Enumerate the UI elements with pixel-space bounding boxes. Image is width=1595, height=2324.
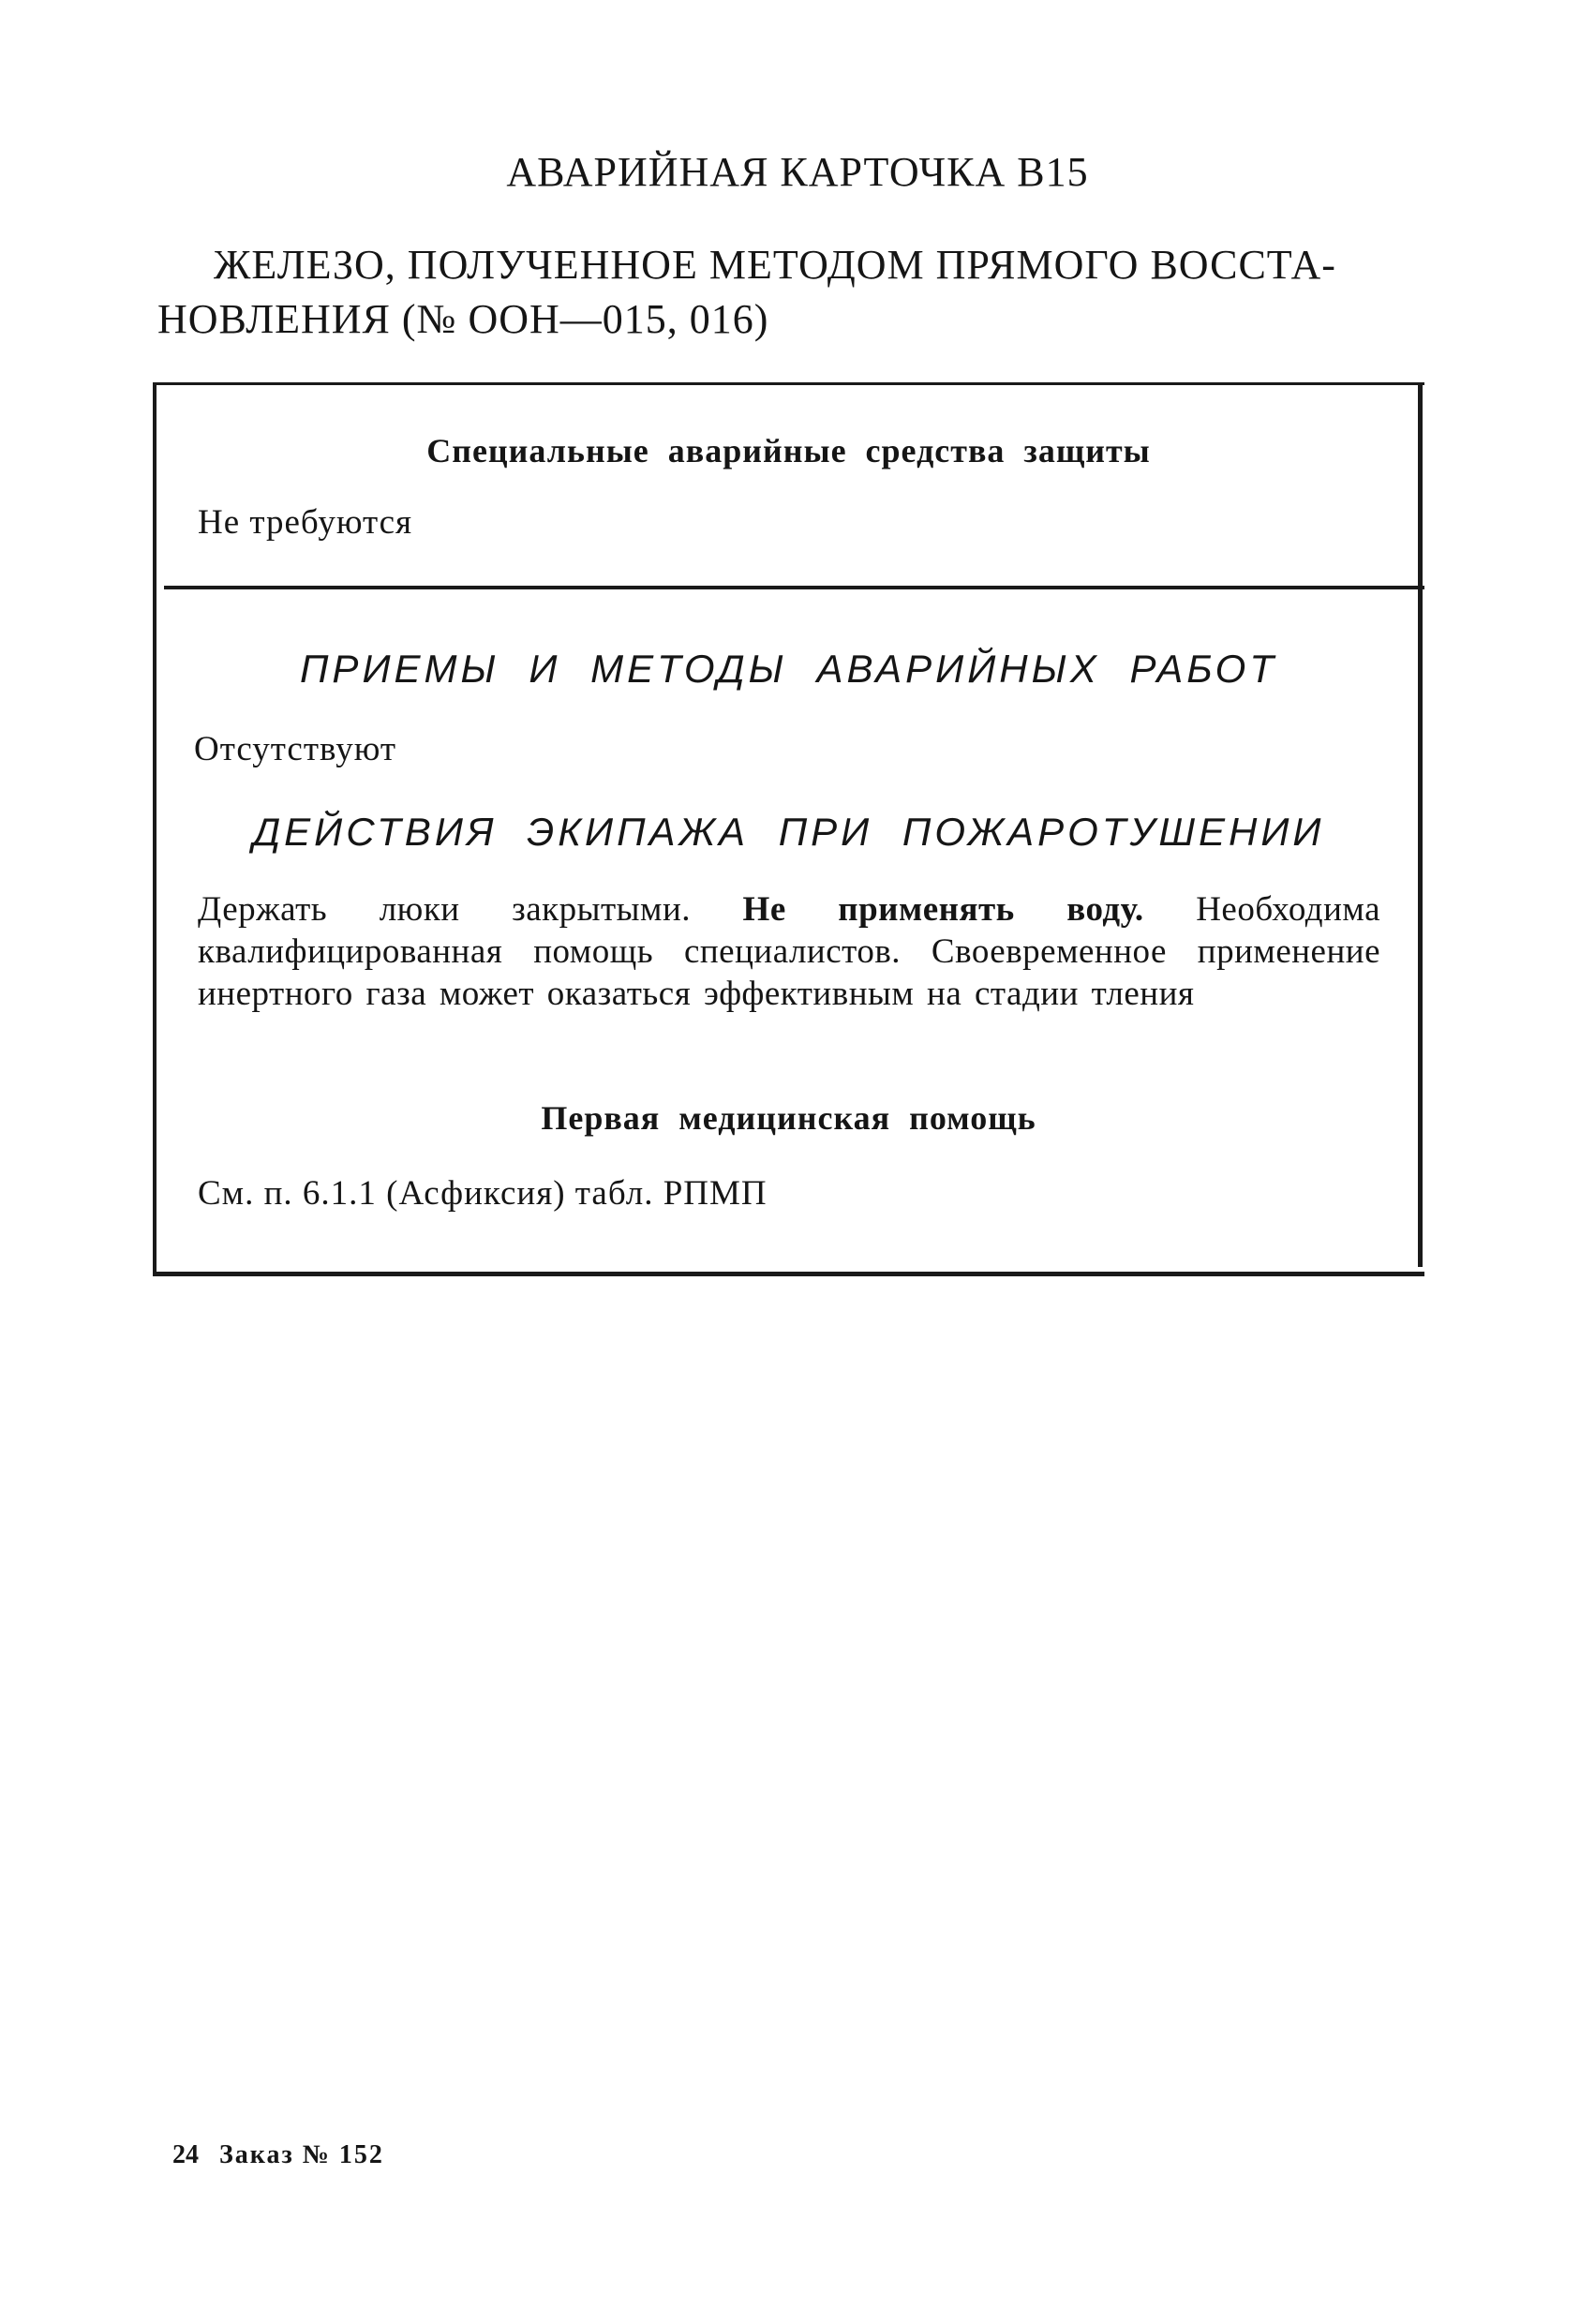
substance-name-line-2: НОВЛЕНИЯ (№ ООН—015, 016) — [157, 296, 769, 342]
protection-text: Не требуются — [198, 503, 413, 542]
page-number: 24 — [172, 2140, 199, 2169]
protection-heading: Специальные аварийные средства защиты — [426, 432, 1151, 469]
firefighting-heading: ДЕЙСТВИЯ ЭКИПАЖА ПРИ ПОЖАРОТУШЕНИИ — [252, 810, 1325, 854]
box-divider-rule — [164, 586, 1424, 589]
page-footer — [172, 2140, 384, 2170]
emergency-info-box — [153, 382, 1424, 1274]
firefighting-text-part-1: Держать люки закрытыми. — [198, 890, 743, 929]
card-title: АВАРИЙНАЯ КАРТОЧКА В15 — [506, 149, 1089, 195]
substance-name-line-1: ЖЕЛЕЗО, ПОЛУЧЕННОЕ МЕТОДОМ ПРЯМОГО ВОССТА- — [214, 242, 1336, 288]
print-order: Заказ № 152 — [219, 2140, 384, 2169]
first-aid-heading: Первая медицинская помощь — [541, 1099, 1036, 1137]
firefighting-text — [198, 888, 1380, 1015]
methods-text: Отсутствуют — [194, 730, 397, 768]
box-top-rule — [153, 382, 1424, 385]
firefighting-text-bold: Не применять воду. — [742, 890, 1144, 929]
substance-name — [157, 238, 1451, 347]
firefighting-text-part-2: Необходима квалифицированная помощь специалистов. Своевременное применение инертного газа может оказаться эффективным на стадии тления — [198, 890, 1381, 1013]
box-bottom-rule — [153, 1272, 1424, 1276]
first-aid-text: См. п. 6.1.1 (Асфиксия) табл. РПМП — [198, 1174, 768, 1213]
methods-heading: ПРИЕМЫ И МЕТОДЫ АВАРИЙНЫХ РАБОТ — [300, 647, 1277, 691]
